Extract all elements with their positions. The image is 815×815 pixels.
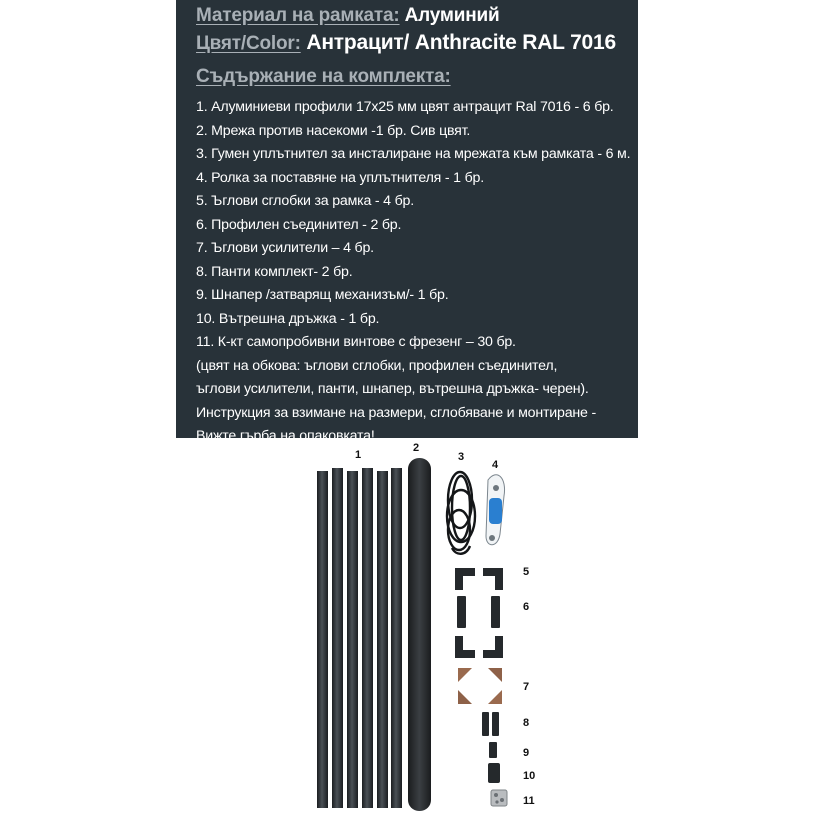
part-label-8: 8 — [523, 717, 530, 729]
part-label-11: 11 — [523, 795, 535, 807]
material-value: Алуминий — [399, 5, 500, 26]
contents-list-item: ъглови усилители, панти, шнапер, вътрешна дръжка- черен). — [196, 381, 589, 397]
color-label: Цвят/Color: — [196, 33, 301, 54]
latch — [489, 742, 497, 758]
hinges — [482, 712, 499, 736]
profile-joiners — [455, 596, 503, 658]
frame-material-line — [196, 5, 499, 27]
corner-connectors — [455, 568, 503, 590]
color-line — [196, 31, 616, 55]
part-label-10: 10 — [523, 770, 536, 782]
kit-info-panel — [176, 0, 638, 444]
aluminium-profiles — [317, 468, 402, 808]
contents-list-item: 4. Ролка за поставяне на уплътнителя - 1 бр. — [196, 169, 484, 186]
mesh-roll — [408, 458, 431, 811]
inner-handle — [488, 763, 500, 783]
profile-rod — [362, 468, 373, 808]
part-label-3: 3 — [458, 451, 465, 463]
material-label: Материал на рамката: — [196, 5, 400, 26]
kit-parts-illustration — [0, 438, 815, 815]
contents-list-item: 10. Вътрешна дръжка - 1 бр. — [196, 310, 380, 327]
part-label-7: 7 — [523, 681, 530, 693]
part-label-6: 6 — [523, 601, 530, 613]
contents-list-item: 11. К-кт самопробивни винтове с фрезенг – 30 бр. — [196, 334, 516, 350]
part-label-4: 4 — [492, 459, 499, 471]
part-label-1: 1 — [355, 449, 362, 461]
profile-rod — [377, 471, 388, 808]
insect-mesh-roll — [408, 458, 431, 811]
profile-rod — [332, 468, 343, 808]
profile-rod — [317, 471, 328, 808]
part-label-2: 2 — [413, 442, 420, 454]
contents-list-item: 3. Гумен уплътнител за инсталиране на мрежата към рамката - 6 м. — [196, 146, 631, 162]
contents-list-item: 6. Профилен съединител - 2 бр. — [196, 216, 402, 233]
profile-rod — [347, 471, 358, 808]
contents-list-item: 1. Алуминиеви профили 17x25 мм цвят антрацит Ral 7016 - 6 бр. — [196, 99, 614, 115]
contents-title: Съдържание на комплекта: — [196, 66, 451, 87]
corner-reinforcements — [458, 668, 502, 704]
contents-list-item: 9. Шнапер /затварящ механизъм/- 1 бр. — [196, 287, 449, 303]
screws-bag — [491, 790, 507, 806]
color-value: Антрацит/ Anthracite RAL 7016 — [300, 31, 616, 54]
contents-list-item: (цвят на обкова: ъглови сглобки, профилен съединител, — [196, 357, 558, 374]
gasket-roller-tool — [486, 475, 505, 545]
contents-list-item: 7. Ъглови усилители – 4 бр. — [196, 240, 374, 256]
profile-rod — [391, 468, 402, 808]
contents-list-item: Вижте гърба на опаковката! — [196, 428, 375, 444]
part-label-9: 9 — [523, 747, 530, 759]
rubber-gasket-coil — [447, 472, 475, 554]
contents-list-item: 2. Мрежа против насекоми -1 бр. Сив цвят. — [196, 122, 471, 139]
contents-list-item: 5. Ъглови сглобки за рамка - 4 бр. — [196, 193, 414, 209]
part-label-5: 5 — [523, 566, 530, 578]
contents-list-item: Инструкция за взимане на размери, сглобяване и монтиране - — [196, 404, 596, 421]
contents-list-item: 8. Панти комплект- 2 бр. — [196, 263, 353, 280]
